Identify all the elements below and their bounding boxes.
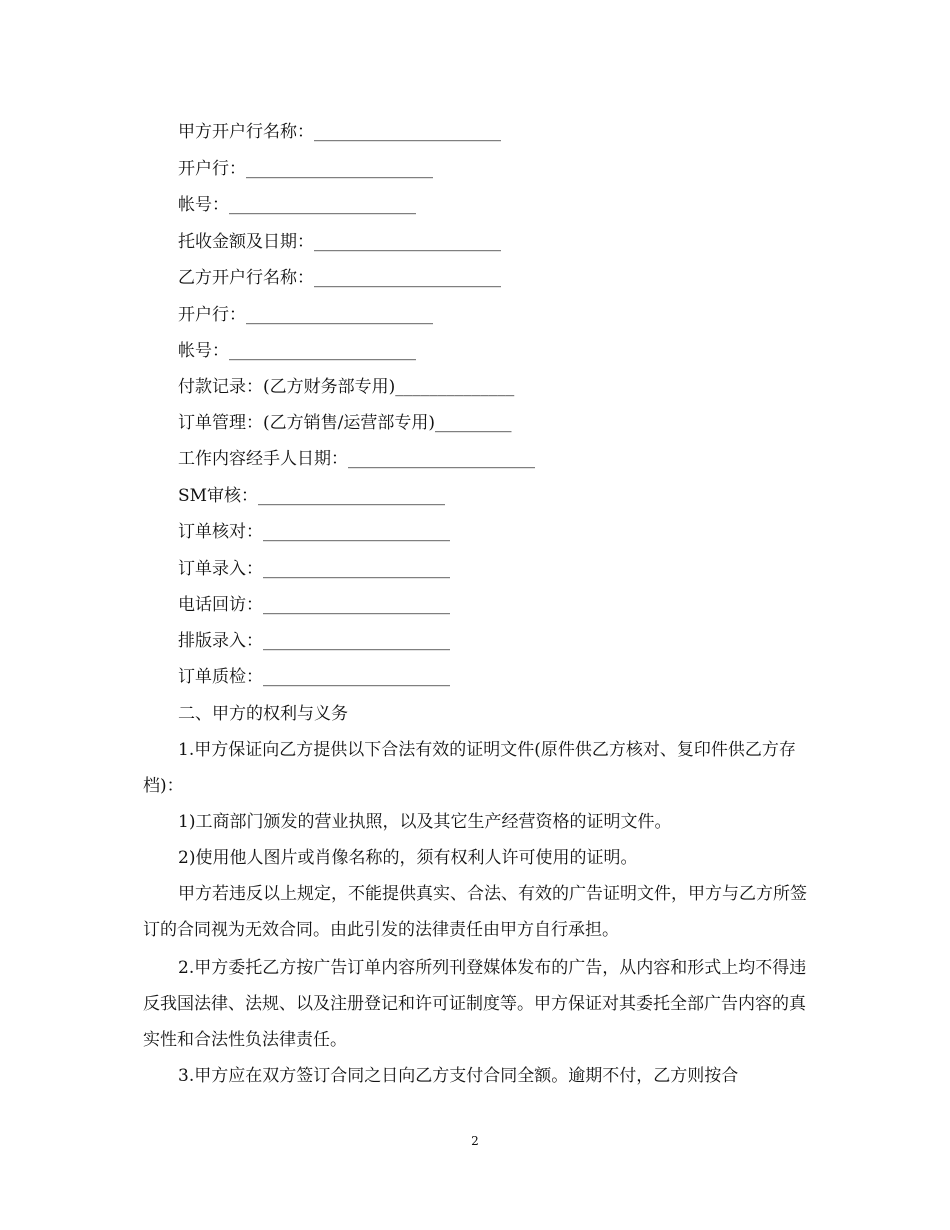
form-field-collection-amount-date: 托收金额及日期：______________________ bbox=[178, 232, 501, 252]
form-field-bank: 开户行：______________________ bbox=[178, 159, 433, 179]
paragraph-4: 甲方若违反以上规定，不能提供真实、合法、有效的广告证明文件，甲方与乙方所签订的合同视为无效合同。由此引发的法律责任由甲方自行承担。 bbox=[143, 884, 807, 940]
form-field-phone-followup: 电话回访：______________________ bbox=[178, 595, 450, 615]
form-field-handler-date: 工作内容经手人日期：______________________ bbox=[178, 449, 535, 469]
form-field-order-management: 订单管理：(乙方销售/运营部专用)_________ bbox=[178, 413, 512, 433]
form-field-account-2: 帐号：______________________ bbox=[178, 341, 416, 361]
section-heading: 二、甲方的权利与义务 bbox=[178, 704, 348, 724]
form-field-order-qc: 订单质检：______________________ bbox=[178, 667, 450, 687]
paragraph-6: 3.甲方应在双方签订合同之日向乙方支付合同全额。逾期不付，乙方则按合 bbox=[178, 1066, 739, 1086]
form-field-order-entry: 订单录入：______________________ bbox=[178, 559, 450, 579]
page-number: 2 bbox=[471, 1134, 479, 1148]
form-field-sm-review: SM审核：______________________ bbox=[178, 486, 446, 506]
form-field-account: 帐号：______________________ bbox=[178, 195, 416, 215]
paragraph-1: 1.甲方保证向乙方提供以下合法有效的证明文件(原件供乙方核对、复印件供乙方存档)： bbox=[143, 740, 796, 796]
form-field-order-check: 订单核对：______________________ bbox=[178, 522, 450, 542]
paragraph-2: 1)工商部门颁发的营业执照，以及其它生产经营资格的证明文件。 bbox=[178, 812, 672, 832]
form-field-typesetting-entry: 排版录入：______________________ bbox=[178, 631, 450, 651]
paragraph-5: 2.甲方委托乙方按广告订单内容所列刊登媒体发布的广告，从内容和形式上均不得违反我国法律、法规、以及注册登记和许可证制度等。甲方保证对其委托全部广告内容的真实性和合法性负法律责任。 bbox=[143, 958, 807, 1050]
form-field-payment-record: 付款记录：(乙方财务部专用)______________ bbox=[178, 377, 515, 397]
form-field-party-a-bank-name: 甲方开户行名称：______________________ bbox=[178, 122, 501, 142]
paragraph-3: 2)使用他人图片或肖像名称的，须有权利人许可使用的证明。 bbox=[178, 848, 638, 868]
form-field-bank-2: 开户行：______________________ bbox=[178, 305, 433, 325]
form-field-party-b-bank-name: 乙方开户行名称：______________________ bbox=[178, 268, 501, 288]
